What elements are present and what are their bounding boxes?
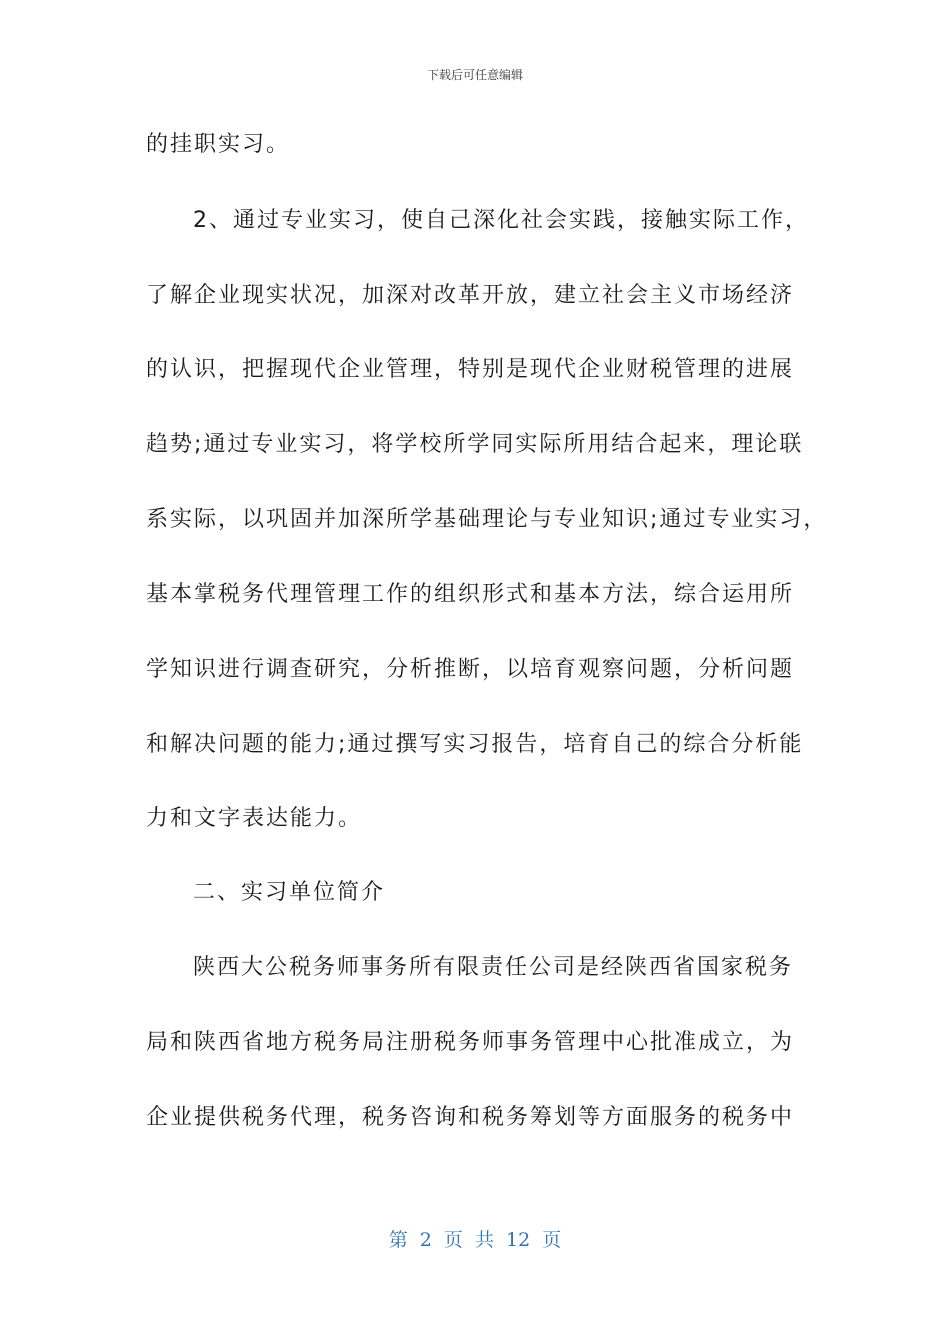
- text-line: 的挂职实习。: [146, 132, 291, 157]
- text-line: 的认识，把握现代企业管理，特别是现代企业财税管理的进展: [146, 357, 795, 382]
- text-line: 趋势;通过专业实习，将学校所学同实际所用结合起来，理论联: [146, 432, 804, 457]
- text-line: 系实际，以巩固并加深所学基础理论与专业知识;通过专业实习，: [146, 507, 828, 532]
- page-header: 下载后可任意编辑: [426, 68, 523, 82]
- text-line: 2、通过专业实习，使自己深化社会实践，接触实际工作，: [193, 208, 809, 233]
- section-heading: 二、实习单位简介: [193, 880, 386, 905]
- text-line: 陕西大公税务师事务所有限责任公司是经陕西省国家税务: [193, 955, 794, 980]
- text-line: 企业提供税务代理，税务咨询和税务筹划等方面服务的税务中: [146, 1105, 795, 1130]
- page-number-footer: 第 2 页 共 12 页: [388, 1229, 562, 1251]
- text-line: 局和陕西省地方税务局注册税务师事务管理中心批准成立，为: [146, 1030, 795, 1055]
- text-line: 力和文字表达能力。: [146, 806, 363, 831]
- text-line: 和解决问题的能力;通过撰写实习报告，培育自己的综合分析能: [146, 732, 804, 757]
- text-line: 基本掌税务代理管理工作的组织形式和基本方法，综合运用所: [146, 582, 795, 607]
- text-line: 学知识进行调查研究，分析推断，以培育观察问题，分析问题: [146, 657, 795, 682]
- text-line: 了解企业现实状况，加深对改革开放，建立社会主义市场经济: [146, 283, 795, 308]
